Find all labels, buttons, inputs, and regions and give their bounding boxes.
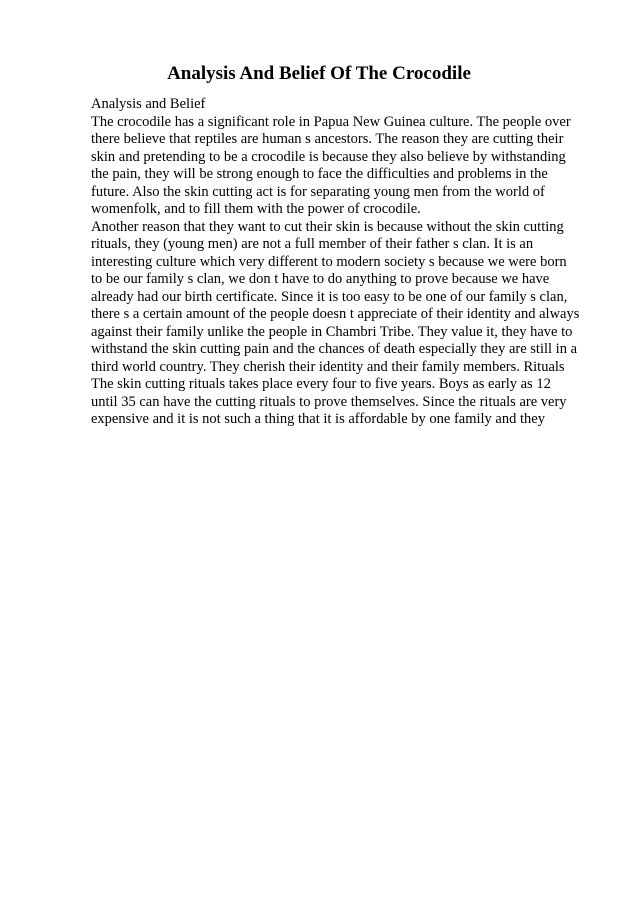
body-line: withstand the skin cutting pain and the chances of death especially they are still in a [91,341,578,357]
body-line: The skin cutting rituals takes place every four to five years. Boys as early as 12 [91,376,551,392]
body-line: the pain, they will be strong enough to face the difficulties and problems in the [91,166,548,182]
body-line: womenfolk, and to fill them with the power of crocodile. [91,201,421,217]
body-line: against their family unlike the people in Chambri Tribe. They value it, they have to [91,323,573,340]
body-line: rituals, they (young men) are not a full member of their father s clan. It is an [91,236,534,252]
body-line: The crocodile has a significant role in Papua New Guinea culture. The people over [91,113,571,130]
body-line: interesting culture which very different to modern society s because we were born [91,253,567,270]
body-line: skin and pretending to be a crocodile is because they also believe by withstanding [91,148,566,165]
body-line: expensive and it is not such a thing that it is affordable by one family and they [91,411,545,427]
body-line: there believe that reptiles are human s ancestors. The reason they are cutting their [91,131,564,147]
body-line: there s a certain amount of the people doesn t appreciate of their identity and always [91,306,580,322]
document-body [91,96,591,429]
body-line: Another reason that they want to cut their skin is because without the skin cutting [91,218,564,235]
document-title: Analysis And Belief Of The Crocodile [167,63,471,84]
body-line: to be our family s clan, we don t have to do anything to prove because we have [91,271,550,287]
body-line: future. Also the skin cutting act is for separating young men from the world of [91,183,545,200]
body-line: third world country. They cherish their identity and their family members. Rituals [91,358,565,375]
body-line: Analysis and Belief [91,96,206,112]
body-line: until 35 can have the cutting rituals to prove themselves. Since the rituals are very [91,393,567,410]
body-line: already had our birth certificate. Since it is too easy to be one of our family s clan, [91,288,568,305]
